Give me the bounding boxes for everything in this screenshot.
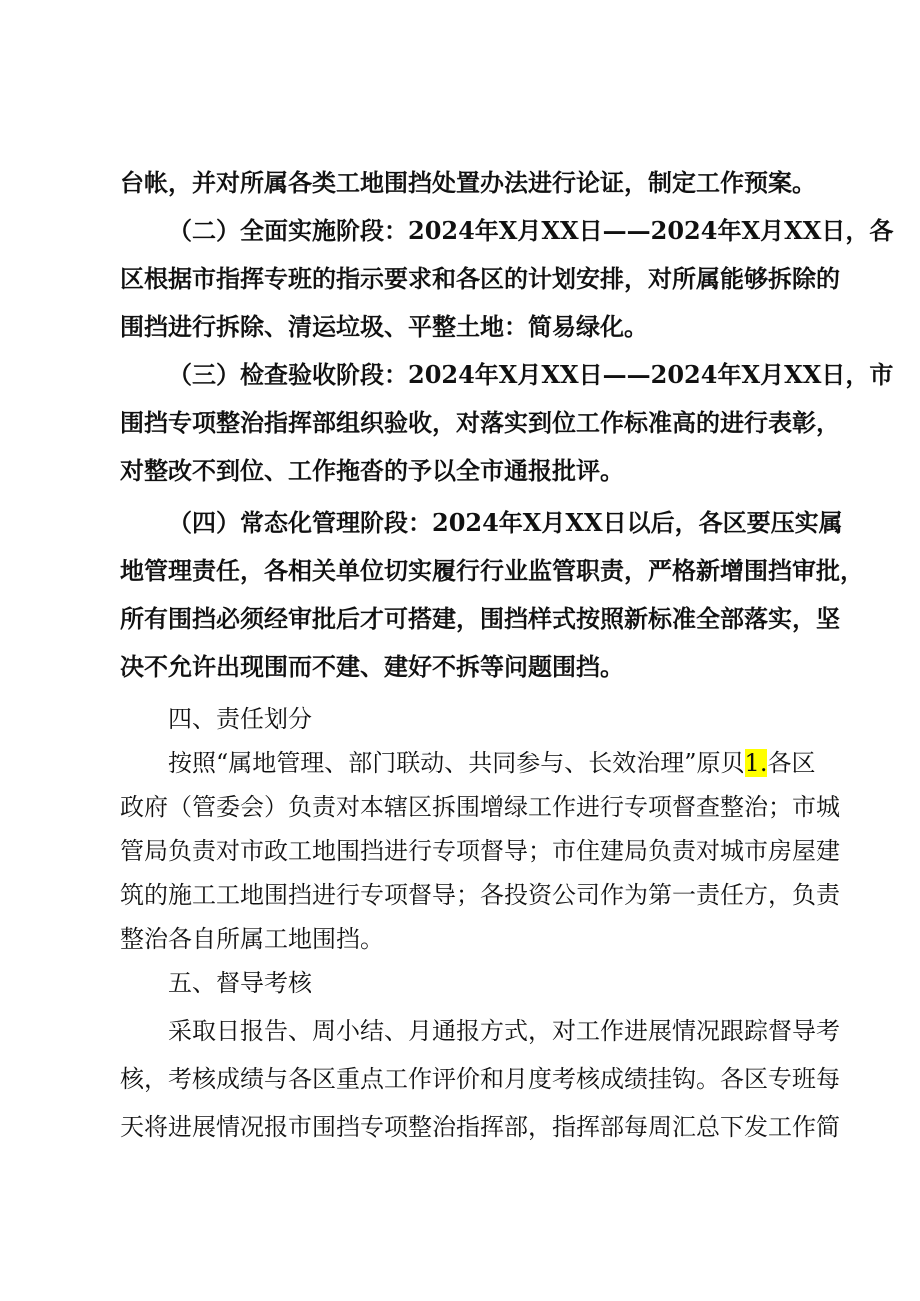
body-text-line: 区根据市指挥专班的指示要求和各区的计划安排，对所属能够拆除的 — [120, 264, 840, 293]
body-text-line: 采取日报告、周小结、月通报方式，对工作进展情况跟踪督导考 — [168, 1017, 840, 1045]
stage-two-line: （二）全面实施阶段：2024年X月XX日——2024年X月XX日，各 — [168, 216, 894, 245]
body-text-line: 整治各自所属工地围挡。 — [120, 925, 384, 953]
body-text-line: 对整改不到位、工作拖沓的予以全市通报批评。 — [120, 456, 624, 485]
body-text-line-highlighted — [168, 746, 816, 780]
body-text-line: 所有围挡必须经审批后才可搭建，围挡样式按照新标准全部落实，坚 — [120, 604, 840, 633]
section-heading-supervision: 五、督导考核 — [168, 969, 312, 997]
body-text-line: 围挡专项整治指挥部组织验收，对落实到位工作标准高的进行表彰， — [120, 408, 840, 437]
body-text-line: 筑的施工工地围挡进行专项督导；各投资公司作为第一责任方，负责 — [120, 881, 840, 909]
body-text-line: 地管理责任，各相关单位切实履行行业监管职责，严格新增围挡审批， — [120, 556, 864, 585]
highlight-mark: 1. — [744, 749, 768, 777]
body-text-line: 决不允许出现围而不建、建好不拆等问题围挡。 — [120, 652, 624, 681]
body-text-line: 围挡进行拆除、清运垃圾、平整土地：简易绿化。 — [120, 312, 648, 341]
body-text-line: 管局负责对市政工地围挡进行专项督导；市住建局负责对城市房屋建 — [120, 837, 840, 865]
body-text-line: 台帐，并对所属各类工地围挡处置办法进行论证，制定工作预案。 — [120, 168, 816, 197]
section-heading-responsibility: 四、责任划分 — [168, 705, 312, 733]
body-text-line: 政府（管委会）负责对本辖区拆围增绿工作进行专项督查整治；市城 — [120, 793, 840, 821]
body-text-line: 天将进展情况报市围挡专项整治指挥部，指挥部每周汇总下发工作简 — [120, 1113, 840, 1141]
stage-four-line: （四）常态化管理阶段：2024年X月XX日以后，各区要压实属 — [168, 508, 843, 537]
body-text-segment: 各区 — [767, 749, 816, 777]
body-text-line: 核，考核成绩与各区重点工作评价和月度考核成绩挂钩。各区专班每 — [120, 1065, 840, 1093]
stage-three-line: （三）检查验收阶段：2024年X月XX日——2024年X月XX日，市 — [168, 360, 894, 389]
body-text-segment: 按照“属地管理、部门联动、共同参与、长效治理”原贝 — [168, 749, 745, 777]
